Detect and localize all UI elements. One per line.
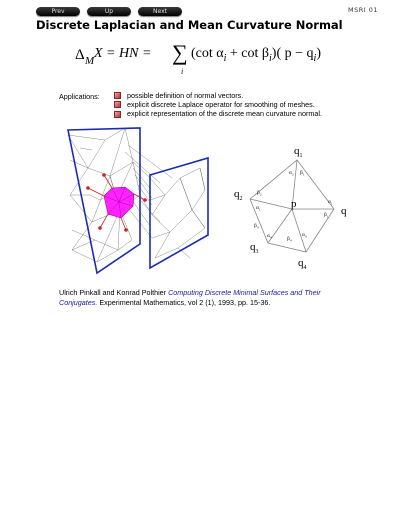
reference-authors: Ulrich Pinkall and Konrad Polthier: [59, 288, 169, 297]
slide-id: MSRI 01: [347, 6, 378, 14]
up-button[interactable]: Up: [87, 7, 131, 16]
label-q2: $q_2$: [234, 188, 243, 202]
label-beta3: $\beta_3$: [254, 223, 259, 230]
label-q: q: [341, 205, 347, 217]
formula-delta: Δ: [75, 47, 85, 63]
reference: [59, 288, 359, 307]
formula-sub: M: [85, 55, 95, 67]
label-alpha3: $\alpha_3$: [302, 232, 307, 239]
formula-rhs-1: (cot $\alpha_i + \cot \beta_i$)( $p - q_i$): [191, 46, 321, 64]
reference-details: Experimental Mathematics, vol 2 (1), 1993, pp. 15-36.: [97, 297, 271, 307]
list-item-text: explicit representation of the discrete mean curvature normal.: [127, 109, 322, 119]
label-q3: $q_3$: [250, 241, 259, 255]
reference-link[interactable]: Computing Discrete Minimal Surfaces and Their Conjugates.: [59, 288, 321, 307]
label-q1: $q_1$: [294, 145, 303, 159]
label-alpha2: $\alpha_2$: [289, 170, 294, 177]
list-item-text: possible definition of normal vectors.: [127, 91, 244, 100]
formula-sum: ∑: [172, 40, 188, 65]
next-button[interactable]: Next: [138, 7, 182, 16]
list-item-text: explicit discrete Laplace operator for smoothing of meshes.: [127, 100, 315, 110]
label-beta4: $\beta_4$: [287, 236, 292, 243]
applications-label: Applications:: [59, 92, 100, 101]
label-q4: $q_4$: [298, 257, 307, 271]
label-alpha1: $\alpha_1$: [256, 205, 261, 212]
label-p: p: [291, 198, 297, 210]
label-alpha4: $\alpha_4$: [267, 233, 272, 240]
label-beta2: $\beta_2$: [257, 190, 262, 197]
formula-sum-index: i: [181, 67, 184, 76]
prev-button[interactable]: Prev: [36, 7, 80, 16]
label-beta-i: $\beta_i$: [324, 212, 328, 219]
label-beta1: $\beta_1$: [300, 170, 305, 177]
formula-lhs: X = HN =: [94, 46, 152, 61]
label-alpha-i: $\alpha_i$: [328, 199, 332, 206]
page-title: Discrete Laplacian and Mean Curvature Normal: [36, 18, 343, 32]
